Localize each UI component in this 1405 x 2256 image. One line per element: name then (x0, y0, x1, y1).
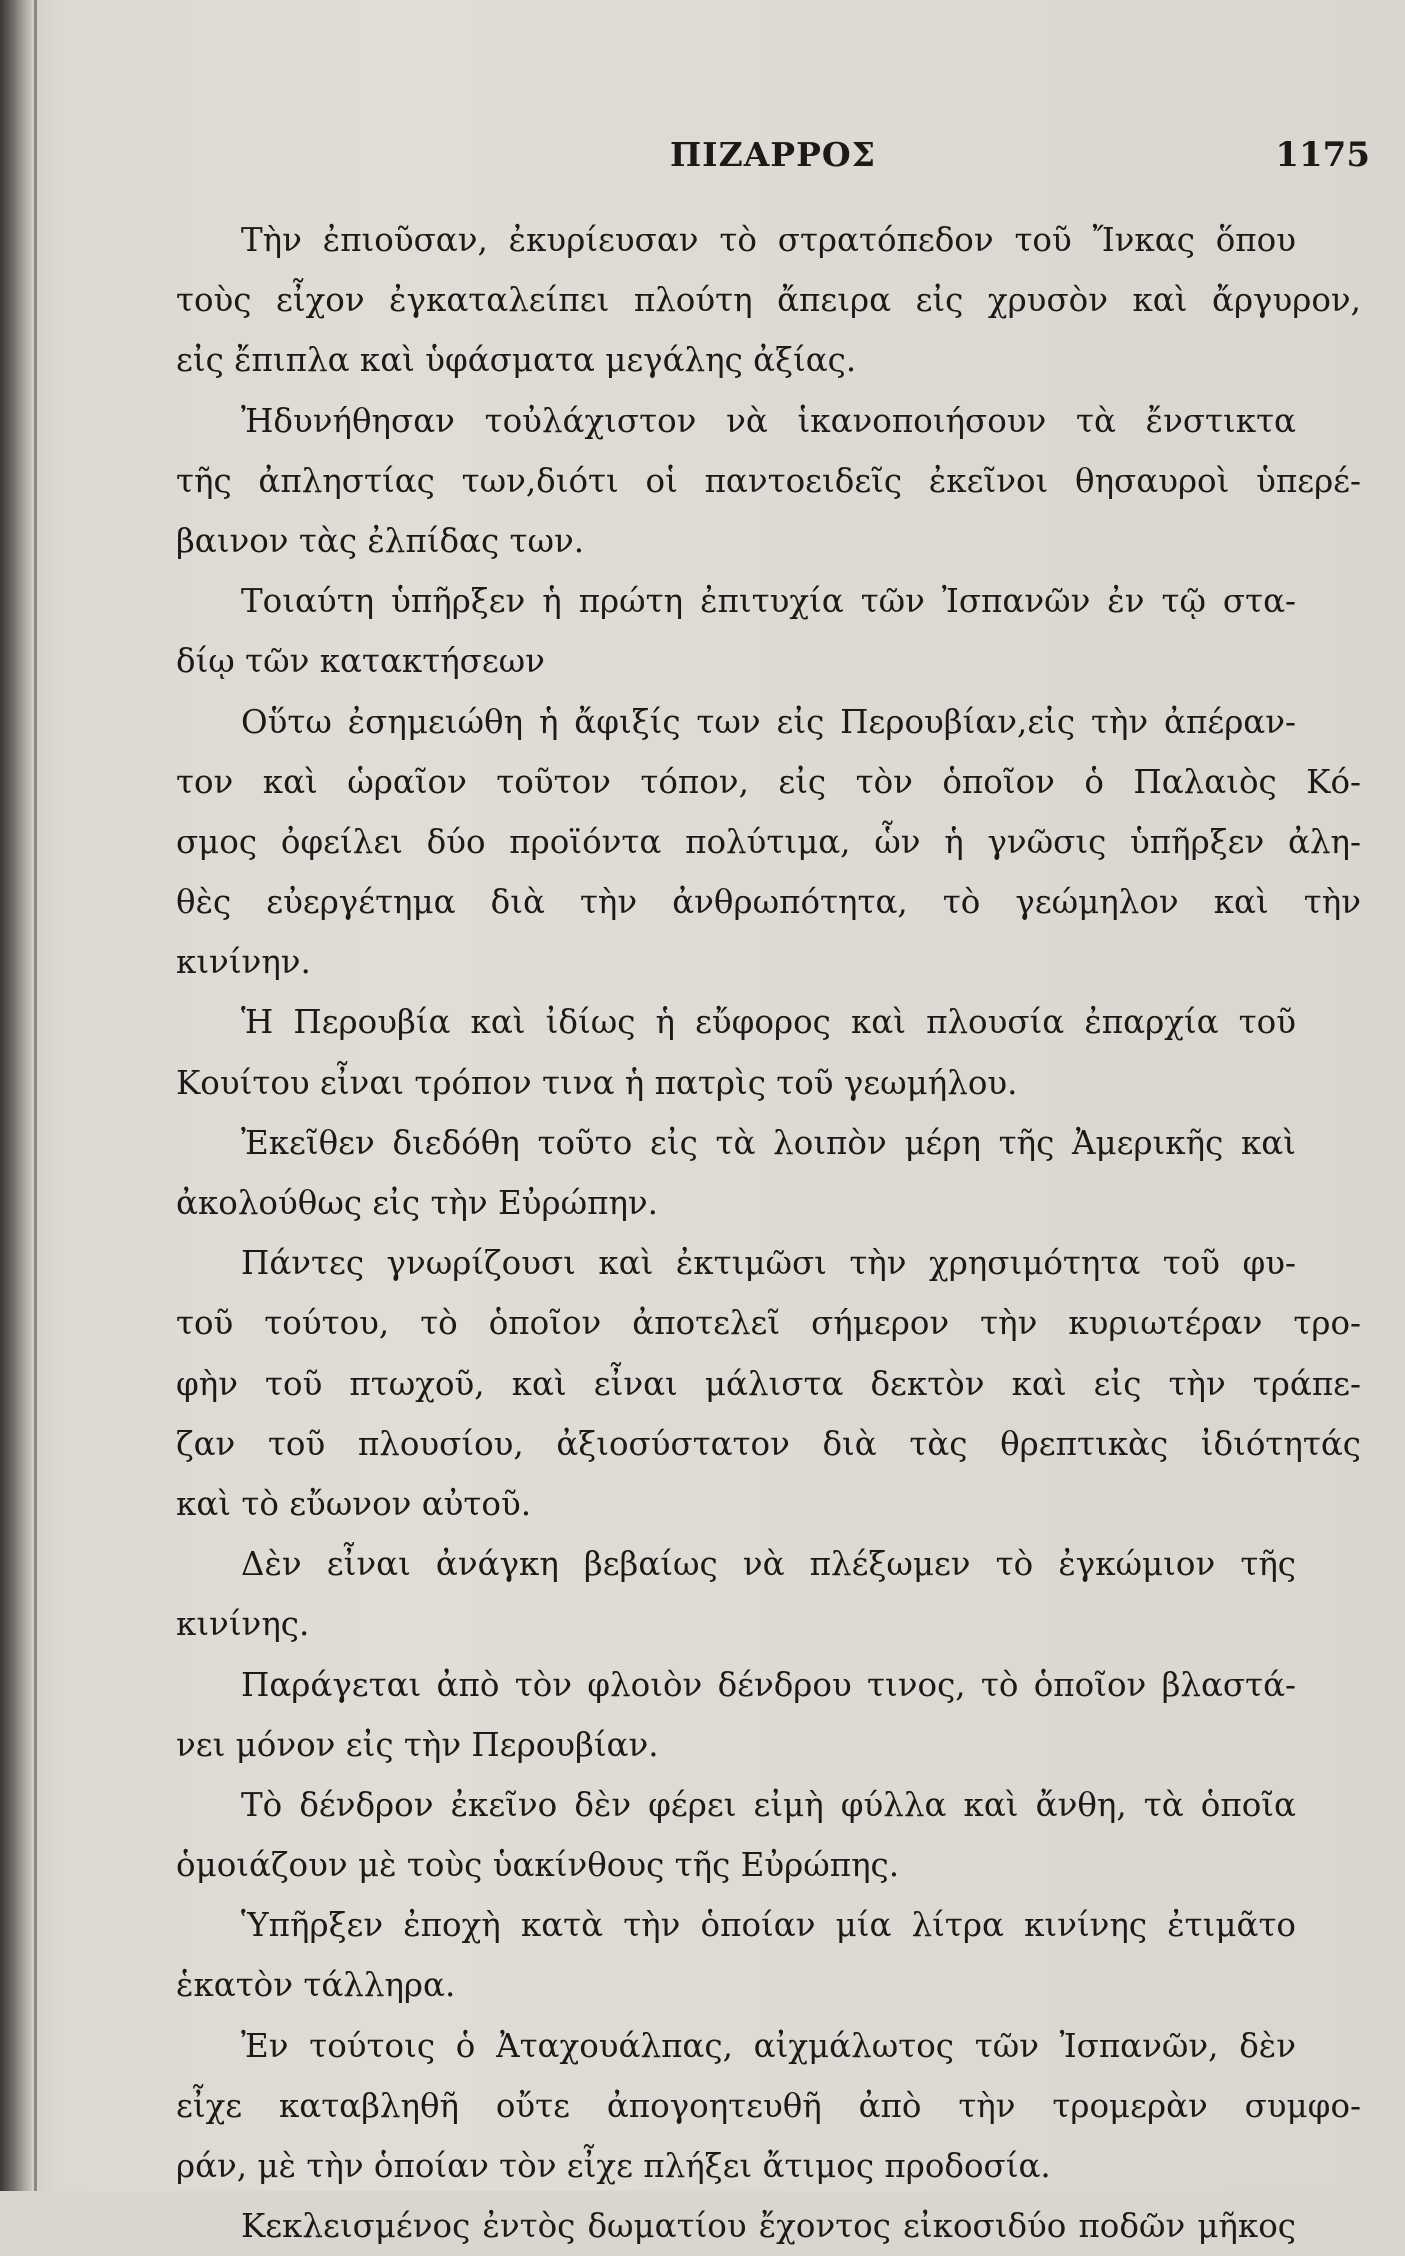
text-line-content: τον καὶ ὡραῖον τοῦτον τόπον, εἰς τὸν ὁποῖον ὁ Παλαιὸς Κό- (176, 762, 1361, 801)
text-line-content: Τοιαύτη ὑπῆρξεν ἡ πρώτη ἐπιτυχία τῶν Ἰσπανῶν ἐν τῷ στα- (241, 582, 1296, 621)
text-line-content: τοὺς εἶχον ἐγκαταλείπει πλούτη ἄπειρα εἰς χρυσὸν καὶ ἄργυρον, (176, 281, 1361, 320)
text-line-content: Κεκλεισμένος ἐντὸς δωματίου ἔχοντος εἰκοσιδύο ποδῶν μῆκος (241, 2207, 1296, 2246)
text-line-content: Ἠδυνήθησαν τοὐλάχιστον νὰ ἱκανοποιήσουν τὰ ἔνστικτα (241, 401, 1296, 440)
text-line (176, 1354, 1361, 1414)
text-line-content: κινίνης. (176, 1605, 310, 1644)
text-line (176, 210, 1361, 270)
text-line-content: θὲς εὐεργέτημα διὰ τὴν ἀνθρωπότητα, τὸ γεώμηλον καὶ τὴν (176, 883, 1361, 922)
text-line (176, 1414, 1361, 1474)
text-line (176, 992, 1361, 1052)
text-line (176, 752, 1361, 812)
text-line (176, 1173, 1361, 1233)
text-line-content: Ἐν τούτοις ὁ Ἀταχουάλπας, αἰχμάλωτος τῶν Ἰσπανῶν, δὲν (241, 2026, 1296, 2065)
text-line-content: φὴν τοῦ πτωχοῦ, καὶ εἶναι μάλιστα δεκτὸν καὶ εἰς τὴν τράπε- (176, 1364, 1361, 1403)
text-line (176, 330, 1361, 390)
text-line-content: Ἐκεῖθεν διεδόθη τοῦτο εἰς τὰ λοιπὸν μέρη τῆς Ἀμερικῆς καὶ (241, 1123, 1296, 1162)
text-line (176, 1113, 1361, 1173)
text-line (176, 2016, 1361, 2076)
text-line (176, 1655, 1361, 1715)
text-line (176, 1775, 1361, 1835)
text-line-content: ὁμοιάζουν μὲ τοὺς ὑακίνθους τῆς Εὐρώπης. (176, 1846, 900, 1885)
text-line (176, 2196, 1361, 2256)
text-line (176, 812, 1361, 872)
text-line (176, 872, 1361, 932)
running-head (160, 135, 1370, 185)
text-line-content: Ὑπῆρξεν ἐποχὴ κατὰ τὴν ὁποίαν μία λίτρα κινίνης ἐτιμᾶτο (241, 1906, 1296, 1945)
text-line (176, 2076, 1361, 2136)
text-line (176, 2136, 1361, 2196)
text-line (176, 1474, 1361, 1534)
text-line-content: Οὕτω ἐσημειώθη ἡ ἄφιξίς των εἰς Περουβίαν,εἰς τὴν ἀπέραν- (241, 702, 1296, 741)
text-line (176, 270, 1361, 330)
text-line-content: εἰς ἔπιπλα καὶ ὑφάσματα μεγάλης ἀξίας. (176, 341, 857, 380)
text-line (176, 932, 1361, 992)
text-line (176, 1955, 1361, 2015)
text-line-content: εἶχε καταβληθῆ οὔτε ἀπογοητευθῆ ἀπὸ τὴν τρομερὰν συμφο- (176, 2086, 1361, 2125)
text-line-content: ράν, μὲ τὴν ὁποίαν τὸν εἶχε πλήξει ἄτιμος προδοσία. (176, 2147, 1051, 2185)
body-text (176, 210, 1361, 2256)
text-line-content: Κουίτου εἶναι τρόπον τινα ἡ πατρὶς τοῦ γεωμήλου. (176, 1063, 1018, 1102)
page-edge (34, 0, 37, 2191)
text-line-content: καὶ τὸ εὔωνον αὐτοῦ. (176, 1484, 532, 1523)
text-line (176, 1233, 1361, 1293)
text-line (176, 1594, 1361, 1654)
text-line (176, 511, 1361, 571)
text-line-content: Παράγεται ἀπὸ τὸν φλοιὸν δένδρου τινος, τὸ ὁποῖον βλαστά- (241, 1665, 1296, 1704)
text-line-content: τοῦ τούτου, τὸ ὁποῖον ἀποτελεῖ σήμερον τὴν κυριωτέραν τρο- (176, 1304, 1361, 1343)
text-line (176, 1293, 1361, 1353)
running-title: ΠΙΖΑΡΡΟΣ (670, 135, 876, 174)
text-line (176, 1835, 1361, 1895)
text-line (176, 451, 1361, 511)
text-line-content: δίῳ τῶν κατακτήσεων (176, 642, 545, 681)
text-line-content: ἑκατὸν τάλληρα. (176, 1966, 456, 2005)
text-line-content: Τὸ δένδρον ἐκεῖνο δὲν φέρει εἰμὴ φύλλα καὶ ἄνθη, τὰ ὁποῖα (241, 1785, 1296, 1824)
text-line-content: Ἡ Περουβία καὶ ἰδίως ἡ εὔφορος καὶ πλουσία ἐπαρχία τοῦ (241, 1003, 1296, 1042)
text-line-content: βαινον τὰς ἐλπίδας των. (176, 521, 585, 560)
text-line-content: ζαν τοῦ πλουσίου, ἀξιοσύστατον διὰ τὰς θρεπτικὰς ἰδιότητάς (176, 1424, 1361, 1463)
text-line-content: ἀκολούθως εἰς τὴν Εὐρώπην. (176, 1184, 659, 1222)
text-line-content: Δὲν εἶναι ἀνάγκη βεβαίως νὰ πλέξωμεν τὸ ἐγκώμιον τῆς (241, 1545, 1296, 1584)
text-line (176, 692, 1361, 752)
page-number: 1175 (1275, 135, 1370, 175)
text-line-content: τῆς ἀπληστίας των,διότι οἱ παντοειδεῖς ἐκεῖνοι θησαυροὶ ὑπερέ- (176, 461, 1361, 500)
text-line-content: Τὴν ἐπιοῦσαν, ἐκυρίευσαν τὸ στρατόπεδον τοῦ Ἴνκας ὅπου (241, 221, 1296, 259)
text-line-content: Πάντες γνωρίζουσι καὶ ἐκτιμῶσι τὴν χρησιμότητα τοῦ φυ- (241, 1244, 1296, 1283)
text-line (176, 1534, 1361, 1594)
text-line (176, 1715, 1361, 1775)
text-line (176, 631, 1361, 691)
text-line-content: κινίνην. (176, 943, 311, 982)
text-line-content: σμος ὀφείλει δύο προϊόντα πολύτιμα, ὧν ἡ γνῶσις ὑπῆρξεν ἀλη- (176, 822, 1361, 861)
text-line (176, 571, 1361, 631)
text-line-content: νει μόνον εἰς τὴν Περουβίαν. (176, 1725, 659, 1764)
text-line (176, 1053, 1361, 1113)
text-line (176, 1895, 1361, 1955)
text-line (176, 391, 1361, 451)
book-spine-shadow (0, 0, 32, 2191)
